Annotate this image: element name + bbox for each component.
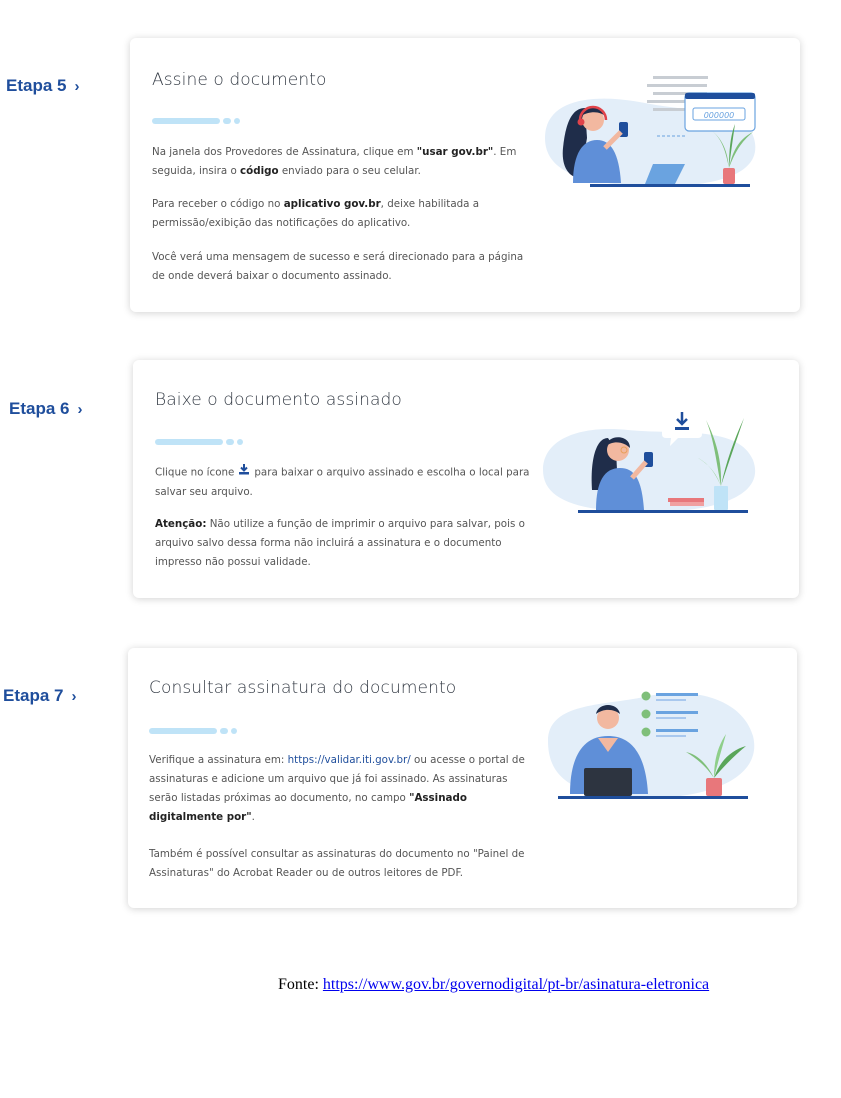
step-7-label-text: Etapa 7 <box>3 686 64 705</box>
download-icon <box>238 463 250 482</box>
step-7-label[interactable] <box>3 686 76 706</box>
title-underline-decoration <box>155 439 243 445</box>
woman-downloading-illustration <box>538 400 763 520</box>
card-title: Assine o documento <box>152 70 327 90</box>
title-underline-decoration <box>149 728 237 734</box>
card-title: Baixe o documento assinado <box>155 390 402 410</box>
validar-iti-link[interactable]: https://validar.iti.gov.br/ <box>287 754 411 766</box>
card-title: Consultar assinatura do documento <box>149 678 457 698</box>
step-5-paragraph-3: Você verá uma mensagem de sucesso e será direcionado para a página de onde deverá baixar o documento assinado. <box>152 251 524 282</box>
svg-text:000000: 000000 <box>703 111 735 120</box>
step-6-card <box>133 360 799 598</box>
step-7-paragraph-1: Verifique a assinatura em: https://validar.iti.gov.br/ ou acesse o portal de assinaturas e adicione um arquivo que já foi assinado. As assinaturas serão listadas próximas ao documento, no campo "Assinado digitalmente por". <box>149 754 525 823</box>
source-citation: Fonte: https://www.gov.br/governodigital/pt-br/asinatura-eletronica <box>278 976 710 993</box>
step-6-paragraph-2: Atenção: Não utilize a função de imprimir o arquivo para salvar, pois o arquivo salvo dessa forma não incluirá a assinatura e o documento impresso não possui validade. <box>155 518 525 568</box>
source-link[interactable]: https://www.gov.br/governodigital/pt-br/asinatura-eletronica <box>322 976 710 993</box>
step-6-label-text: Etapa 6 <box>9 399 70 418</box>
step-5-paragraph-1: Na janela dos Provedores de Assinatura, clique em "usar gov.br". Em seguida, insira o código enviado para o seu celular. <box>152 146 517 177</box>
step-6-paragraph-1: Clique no ícone para baixar o arquivo assinado e escolha o local para salvar seu arquivo. <box>155 463 535 502</box>
chevron-right-icon: › <box>77 400 83 418</box>
title-underline-decoration <box>152 118 240 124</box>
step-7-paragraph-2: Também é possível consultar as assinaturas do documento no "Painel de Assinaturas" do Acrobat Reader ou de outros leitores de PDF. <box>149 848 525 879</box>
chevron-right-icon: › <box>74 77 80 95</box>
step-5-paragraph-2: Para receber o código no aplicativo gov.br, deixe habilitada a permissão/exibição das notificações do aplicativo. <box>152 198 480 229</box>
man-verifying-illustration <box>538 676 763 806</box>
step-5-label[interactable] <box>6 76 79 96</box>
woman-signing-illustration <box>535 68 770 198</box>
step-5-card <box>130 38 800 312</box>
chevron-right-icon: › <box>71 687 77 705</box>
step-5-label-text: Etapa 5 <box>6 76 67 95</box>
step-7-card <box>128 648 797 908</box>
step-6-label[interactable] <box>9 399 82 419</box>
